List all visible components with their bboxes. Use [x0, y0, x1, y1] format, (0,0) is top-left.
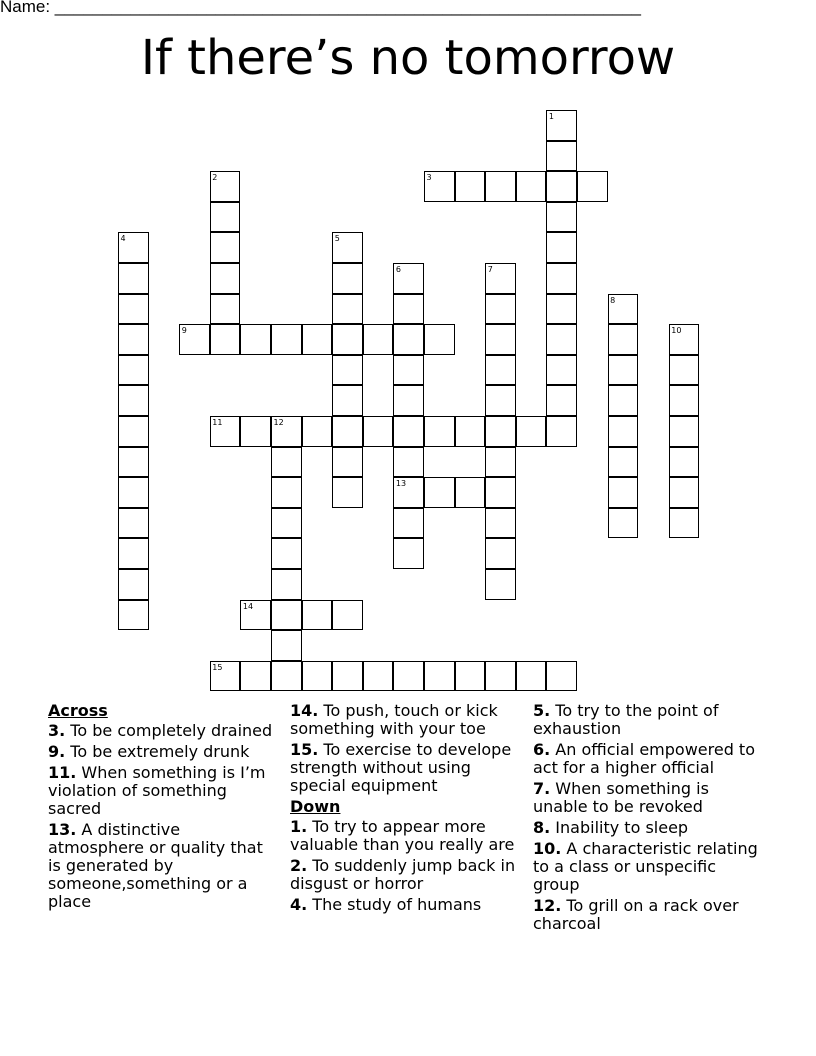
grid-cell[interactable] — [332, 416, 363, 447]
grid-cell[interactable] — [485, 447, 516, 478]
clue-number: 9 — [181, 326, 187, 336]
grid-cell[interactable] — [118, 263, 149, 294]
grid-cell[interactable] — [302, 324, 333, 355]
grid-cell[interactable] — [669, 477, 700, 508]
clues-column-2 — [290, 702, 518, 917]
grid-cell[interactable] — [271, 477, 302, 508]
clue-number-label: 9. — [48, 742, 66, 761]
grid-cell[interactable] — [271, 569, 302, 600]
across-heading: Across — [48, 701, 108, 720]
clue-number: 6 — [395, 265, 401, 274]
clue-across-3 — [48, 722, 276, 740]
grid-cell[interactable] — [424, 416, 455, 447]
clue-text: To suddenly jump back in disgust or horror — [290, 856, 516, 893]
grid-cell[interactable] — [210, 232, 241, 263]
grid-cell[interactable] — [271, 661, 302, 692]
clue-down-4 — [290, 896, 518, 914]
grid-cell[interactable] — [516, 416, 547, 447]
grid-cell[interactable] — [118, 538, 149, 569]
clue-number-label: 8. — [533, 818, 551, 837]
grid-cell[interactable] — [455, 171, 486, 202]
clue-number: 8 — [610, 295, 616, 305]
clue-number-label: 5. — [533, 701, 551, 720]
grid-cell[interactable] — [546, 385, 577, 416]
grid-cell[interactable] — [608, 416, 639, 447]
clue-number: 13 — [395, 479, 407, 489]
grid-cell[interactable] — [271, 508, 302, 539]
clue-text: Inability to sleep — [550, 818, 689, 837]
grid-cell[interactable] — [332, 355, 363, 386]
grid-cell[interactable] — [118, 600, 149, 631]
grid-cell[interactable] — [485, 385, 516, 416]
clue-number-label: 11. — [48, 763, 77, 782]
clues-column-3 — [533, 702, 761, 936]
grid-cell[interactable] — [302, 600, 333, 631]
grid-cell[interactable] — [485, 508, 516, 539]
clue-number-label: 7. — [533, 779, 551, 798]
grid-cell[interactable] — [393, 447, 424, 478]
clue-number-label: 15. — [290, 740, 319, 759]
clue-number: 1 — [548, 112, 554, 121]
grid-cell[interactable] — [332, 294, 363, 325]
grid-cell[interactable] — [485, 477, 516, 508]
grid-cell[interactable] — [240, 661, 271, 692]
grid-cell[interactable] — [271, 447, 302, 478]
grid-cell[interactable] — [608, 447, 639, 478]
name-field[interactable]: Name: ______________________________________________________________ — [0, 0, 641, 16]
grid-cell[interactable] — [332, 324, 363, 355]
grid-cell[interactable] — [485, 355, 516, 386]
clue-number-label: 2. — [290, 856, 308, 875]
grid-cell[interactable] — [210, 263, 241, 294]
clue-text: When something is unable to be revoked — [533, 779, 709, 816]
grid-cell[interactable] — [485, 538, 516, 569]
grid-cell[interactable] — [271, 600, 302, 631]
grid-cell[interactable] — [393, 508, 424, 539]
clue-number-label: 1. — [290, 817, 308, 836]
grid-cell[interactable] — [608, 355, 639, 386]
clue-number: 3 — [426, 173, 432, 183]
grid-cell[interactable] — [118, 508, 149, 539]
grid-cell[interactable] — [424, 477, 455, 508]
clue-number-label: 14. — [290, 701, 319, 720]
clue-number: 12 — [273, 418, 284, 427]
grid-cell[interactable] — [210, 294, 241, 325]
clue-number-label: 12. — [533, 896, 562, 915]
clue-text: A distinctive atmosphere or quality that is generated by someone,something or a place — [48, 820, 263, 911]
grid-cell[interactable] — [608, 385, 639, 416]
clue-text: To push, touch or kick something with your toe — [290, 701, 498, 738]
clue-number: 4 — [120, 234, 126, 244]
grid-cell[interactable] — [546, 324, 577, 355]
grid-cell[interactable] — [485, 324, 516, 355]
page-title: If there’s no tomorrow — [140, 30, 676, 86]
clue-text: To be extremely drunk — [65, 742, 250, 761]
grid-cell[interactable] — [271, 630, 302, 661]
clue-down-7 — [533, 780, 761, 816]
grid-cell[interactable] — [546, 355, 577, 386]
clue-text: A characteristic relating to a class or unspecific group — [533, 839, 758, 894]
grid-cell[interactable] — [608, 477, 639, 508]
grid-cell[interactable] — [118, 477, 149, 508]
grid-cell[interactable] — [546, 416, 577, 447]
grid-cell[interactable] — [393, 416, 424, 447]
grid-cell[interactable] — [485, 569, 516, 600]
grid-cell[interactable] — [393, 355, 424, 386]
grid-cell[interactable] — [608, 508, 639, 539]
grid-cell[interactable] — [271, 324, 302, 355]
grid-cell[interactable] — [118, 447, 149, 478]
grid-cell[interactable] — [546, 263, 577, 294]
clue-down-1 — [290, 818, 518, 854]
grid-cell[interactable] — [302, 661, 333, 692]
clue-number: 15 — [212, 662, 223, 672]
grid-cell[interactable] — [546, 232, 577, 263]
grid-cell[interactable] — [455, 661, 486, 692]
grid-cell[interactable] — [516, 661, 547, 692]
clue-number: 2 — [212, 173, 218, 183]
clue-number: 11 — [212, 418, 223, 427]
grid-cell[interactable] — [424, 324, 455, 355]
grid-cell[interactable] — [363, 416, 394, 447]
grid-cell[interactable] — [485, 294, 516, 325]
grid-cell[interactable] — [546, 171, 577, 202]
grid-cell[interactable] — [332, 385, 363, 416]
grid-cell[interactable] — [669, 508, 700, 539]
grid-cell[interactable] — [455, 477, 486, 508]
clue-text: An official empowered to act for a higher official — [533, 740, 755, 777]
clue-down-5 — [533, 702, 761, 738]
grid-cell[interactable] — [608, 324, 639, 355]
grid-cell[interactable] — [332, 447, 363, 478]
grid-cell[interactable] — [240, 324, 271, 355]
grid-cell[interactable] — [577, 171, 608, 202]
grid-cell[interactable] — [302, 416, 333, 447]
grid-cell[interactable] — [669, 447, 700, 478]
grid-cell[interactable] — [271, 538, 302, 569]
grid-cell[interactable] — [240, 416, 271, 447]
grid-cell[interactable] — [546, 141, 577, 172]
clue-text: To try to appear more valuable than you really are — [290, 817, 515, 854]
down-heading: Down — [290, 797, 341, 816]
grid-cell[interactable] — [546, 202, 577, 233]
grid-cell[interactable] — [118, 294, 149, 325]
clue-number-label: 6. — [533, 740, 551, 759]
clue-number-label: 3. — [48, 721, 66, 740]
grid-cell[interactable] — [485, 661, 516, 692]
grid-cell[interactable] — [516, 171, 547, 202]
clue-text: To exercise to develope strength without using special equipment — [290, 740, 512, 795]
clue-down-12 — [533, 897, 761, 933]
grid-cell[interactable] — [546, 661, 577, 692]
grid-cell[interactable] — [118, 569, 149, 600]
grid-cell[interactable] — [210, 202, 241, 233]
grid-cell[interactable] — [332, 600, 363, 631]
clue-number: 5 — [334, 234, 340, 244]
grid-cell[interactable] — [332, 477, 363, 508]
grid-cell[interactable] — [546, 294, 577, 325]
grid-cell[interactable] — [393, 661, 424, 692]
clue-number: 7 — [487, 265, 493, 274]
clue-text: When something is I’m violation of something sacred — [48, 763, 266, 818]
grid-cell[interactable] — [393, 294, 424, 325]
clue-text: To grill on a rack over charcoal — [533, 896, 739, 933]
clue-number-label: 13. — [48, 820, 77, 839]
clue-number: 10 — [671, 326, 682, 336]
clue-across-14 — [290, 702, 518, 738]
grid-cell[interactable] — [393, 538, 424, 569]
clue-across-15 — [290, 741, 518, 795]
grid-cell[interactable] — [332, 661, 363, 692]
clue-across-13 — [48, 821, 276, 911]
grid-cell[interactable] — [393, 385, 424, 416]
clue-text: To try to the point of exhaustion — [533, 701, 719, 738]
grid-cell[interactable] — [118, 355, 149, 386]
grid-cell[interactable] — [210, 324, 241, 355]
grid-cell[interactable] — [485, 416, 516, 447]
grid-cell[interactable] — [424, 661, 455, 692]
grid-cell[interactable] — [118, 385, 149, 416]
grid-cell[interactable] — [455, 416, 486, 447]
clues-column-1 — [48, 702, 276, 914]
grid-cell[interactable] — [363, 324, 394, 355]
clue-number-label: 4. — [290, 895, 308, 914]
grid-cell[interactable] — [669, 385, 700, 416]
clue-down-6 — [533, 741, 761, 777]
grid-cell[interactable] — [669, 416, 700, 447]
clue-number: 14 — [242, 601, 254, 611]
clue-text: The study of humans — [307, 895, 482, 914]
clue-text: To be completely drained — [65, 721, 273, 740]
grid-cell[interactable] — [669, 355, 700, 386]
grid-cell[interactable] — [118, 416, 149, 447]
clue-across-11 — [48, 764, 276, 818]
clue-number-label: 10. — [533, 839, 562, 858]
grid-cell[interactable] — [118, 324, 149, 355]
grid-cell[interactable] — [393, 324, 424, 355]
clue-down-8 — [533, 819, 761, 837]
clue-down-2 — [290, 857, 518, 893]
clue-across-9 — [48, 743, 276, 761]
clue-down-10 — [533, 840, 761, 894]
grid-cell[interactable] — [485, 171, 516, 202]
grid-cell[interactable] — [332, 263, 363, 294]
grid-cell[interactable] — [363, 661, 394, 692]
